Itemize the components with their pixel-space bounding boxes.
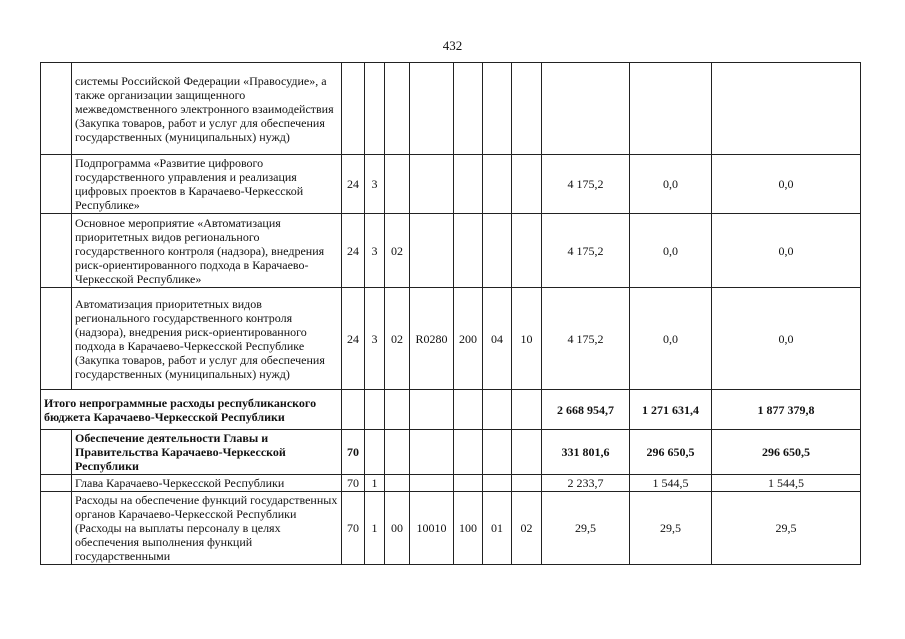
row-number-cell — [41, 492, 72, 565]
row-number-cell — [41, 430, 72, 475]
amount-cell: 2 233,7 — [542, 475, 630, 492]
code-cell — [410, 155, 454, 214]
table-row — [41, 475, 861, 492]
amount-cell: 1 271 631,4 — [630, 390, 712, 430]
table-row — [41, 214, 861, 288]
amount-cell: 0,0 — [712, 155, 861, 214]
code-cell — [385, 390, 410, 430]
page-number: 432 — [442, 38, 463, 53]
amount-cell: 29,5 — [542, 492, 630, 565]
code-cell: 00 — [385, 492, 410, 565]
table-row — [41, 288, 861, 390]
amount-cell: 29,5 — [630, 492, 712, 565]
code-cell — [410, 390, 454, 430]
amount-cell: 0,0 — [712, 214, 861, 288]
code-cell: 04 — [483, 288, 512, 390]
amount-cell: 2 668 954,7 — [542, 390, 630, 430]
amount-cell: 296 650,5 — [630, 430, 712, 475]
row-name-cell: Подпрограмма «Развитие цифрового государственного управления и реализация цифровых проектов в Карачаево-Черкесской Республике» — [72, 155, 342, 214]
table-row — [41, 430, 861, 475]
amount-cell: 1 544,5 — [712, 475, 861, 492]
code-cell — [512, 214, 542, 288]
row-number-cell — [41, 475, 72, 492]
code-cell — [454, 155, 483, 214]
amount-cell: 4 175,2 — [542, 288, 630, 390]
code-cell — [512, 155, 542, 214]
row-name-cell: Основное мероприятие «Автоматизация приоритетных видов регионального государственного контроля (надзора), внедрения риск-ориентированного подхода в Карачаево-Черкесской Республике» — [72, 214, 342, 288]
code-cell — [342, 390, 365, 430]
code-cell — [410, 430, 454, 475]
row-number-cell — [41, 288, 72, 390]
code-cell — [512, 63, 542, 155]
code-cell: 70 — [342, 430, 365, 475]
row-name-cell: системы Российской Федерации «Правосудие», а также организации защищенного межведомственного электронного взаимодействия (Закупка товаров, работ и услуг для обеспечения государственных (муниципальных) нужд) — [72, 63, 342, 155]
row-name-cell: Автоматизация приоритетных видов регионального государственного контроля (надзора), внедрения риск-ориентированного подхода в Карачаево-Черкесской Республике (Закупка товаров, работ и услуг для обеспечения государственных (муниципальных) нужд) — [72, 288, 342, 390]
code-cell — [512, 390, 542, 430]
code-cell — [483, 214, 512, 288]
code-cell: 3 — [365, 155, 385, 214]
row-name-cell: Глава Карачаево-Черкесской Республики — [72, 475, 342, 492]
code-cell — [483, 475, 512, 492]
amount-cell: 1 877 379,8 — [712, 390, 861, 430]
code-cell: 24 — [342, 214, 365, 288]
code-cell — [454, 214, 483, 288]
amount-cell: 0,0 — [712, 288, 861, 390]
budget-table-body — [41, 63, 861, 565]
code-cell — [410, 214, 454, 288]
code-cell — [365, 63, 385, 155]
code-cell: 100 — [454, 492, 483, 565]
row-number-cell — [41, 155, 72, 214]
code-cell — [385, 155, 410, 214]
code-cell: 10010 — [410, 492, 454, 565]
code-cell — [410, 475, 454, 492]
table-row — [41, 492, 861, 565]
row-name-cell: Расходы на обеспечение функций государственных органов Карачаево-Черкесской Республики (Расходы на выплаты персоналу в целях обеспечения выполнения функций государственными — [72, 492, 342, 565]
code-cell: 1 — [365, 492, 385, 565]
code-cell — [512, 430, 542, 475]
amount-cell: 331 801,6 — [542, 430, 630, 475]
code-cell: 24 — [342, 155, 365, 214]
code-cell: 01 — [483, 492, 512, 565]
code-cell: 24 — [342, 288, 365, 390]
amount-cell: 1 544,5 — [630, 475, 712, 492]
budget-table — [40, 62, 861, 565]
code-cell: 10 — [512, 288, 542, 390]
amount-cell: 0,0 — [630, 288, 712, 390]
code-cell — [483, 430, 512, 475]
row-name-cell: Итого непрограммные расходы республиканского бюджета Карачаево-Черкесской Республики — [41, 390, 342, 430]
code-cell — [454, 430, 483, 475]
amount-cell: 4 175,2 — [542, 155, 630, 214]
table-row — [41, 63, 861, 155]
row-number-cell — [41, 214, 72, 288]
code-cell — [483, 63, 512, 155]
code-cell — [385, 430, 410, 475]
amount-cell — [630, 63, 712, 155]
amount-cell: 29,5 — [712, 492, 861, 565]
code-cell: 3 — [365, 288, 385, 390]
code-cell — [385, 63, 410, 155]
table-row — [41, 390, 861, 430]
code-cell: 1 — [365, 475, 385, 492]
amount-cell: 4 175,2 — [542, 214, 630, 288]
code-cell — [483, 390, 512, 430]
amount-cell — [542, 63, 630, 155]
code-cell — [342, 63, 365, 155]
row-name-cell: Обеспечение деятельности Главы и Правительства Карачаево-Черкесской Республики — [72, 430, 342, 475]
code-cell — [454, 390, 483, 430]
code-cell: 02 — [512, 492, 542, 565]
amount-cell: 0,0 — [630, 155, 712, 214]
code-cell: R0280 — [410, 288, 454, 390]
code-cell — [483, 155, 512, 214]
code-cell — [385, 475, 410, 492]
code-cell: 02 — [385, 288, 410, 390]
code-cell: 70 — [342, 492, 365, 565]
code-cell — [410, 63, 454, 155]
code-cell: 70 — [342, 475, 365, 492]
code-cell — [365, 430, 385, 475]
code-cell — [512, 475, 542, 492]
table-row — [41, 155, 861, 214]
row-number-cell — [41, 63, 72, 155]
code-cell — [365, 390, 385, 430]
amount-cell: 296 650,5 — [712, 430, 861, 475]
code-cell: 02 — [385, 214, 410, 288]
code-cell — [454, 475, 483, 492]
code-cell: 200 — [454, 288, 483, 390]
amount-cell — [712, 63, 861, 155]
code-cell — [454, 63, 483, 155]
amount-cell: 0,0 — [630, 214, 712, 288]
code-cell: 3 — [365, 214, 385, 288]
